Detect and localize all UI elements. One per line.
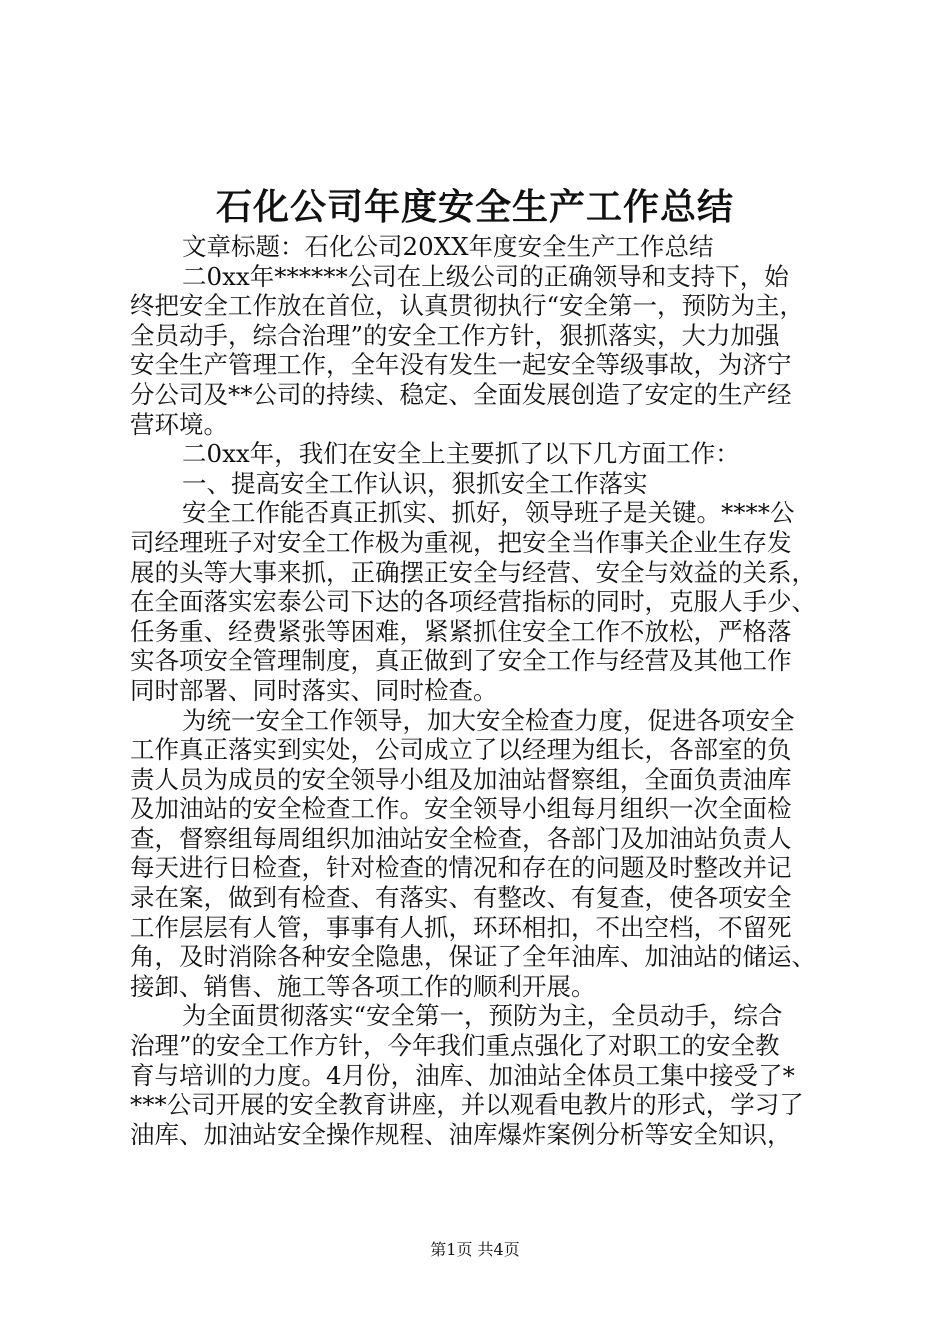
body-line: 终把安全工作放在首位，认真贯彻执行“安全第一，预防为主， [130, 291, 805, 321]
body-line: 工作真正落实到实处，公司成立了以经理为组长，各部室的负 [130, 735, 792, 765]
document-title: 石化公司年度安全生产工作总结 [215, 186, 734, 228]
body-line: 为统一安全工作领导，加大安全检查力度，促进各项安全 [182, 705, 795, 735]
body-line: 二0xx年，我们在安全上主要抓了以下几方面工作： [182, 439, 740, 469]
body-line: 角，及时消除各种安全隐患，保证了全年油库、加油站的储运、 [130, 942, 816, 972]
body-line: 安全生产管理工作，全年没有发生一起安全等级事故，为济宁 [130, 350, 792, 380]
body-line: 营环境。 [130, 409, 228, 439]
body-line: 查，督察组每周组织加油站安全检查，各部门及加油站负责人 [130, 823, 792, 853]
body-line: 全员动手，综合治理”的安全工作方针，狠抓落实，大力加强 [130, 320, 780, 350]
body-line: 育与培训的力度。4月份，油库、加油站全体员工集中接受了* [130, 1060, 795, 1090]
document-body [130, 232, 830, 1149]
section-heading: 一、提高安全工作认识，狠抓安全工作落实 [182, 468, 648, 498]
body-line: 为全面贯彻落实“安全第一，预防为主，全员动手，综合 [182, 1001, 783, 1031]
body-line: 在全面落实宏泰公司下达的各项经营指标的同时，克服人手少、 [130, 587, 816, 617]
body-line: 治理”的安全工作方针，今年我们重点强化了对职工的安全教 [130, 1031, 780, 1061]
body-line: 任务重、经费紧张等困难，紧紧抓住安全工作不放松，严格落 [130, 616, 792, 646]
article-title-line: 文章标题：石化公司20XX年度安全生产工作总结 [182, 232, 714, 261]
body-line: 接卸、销售、施工等各项工作的顺利开展。 [130, 971, 596, 1001]
body-line: ***公司开展的安全教育讲座，并以观看电教片的形式，学习了 [130, 1090, 804, 1120]
body-line: 责人员为成员的安全领导小组及加油站督察组，全面负责油库 [130, 764, 792, 794]
body-line: 及加油站的安全检查工作。安全领导小组每月组织一次全面检 [130, 794, 792, 824]
body-line: 录在案，做到有检查、有落实、有整改、有复查，使各项安全 [130, 883, 792, 913]
page-footer: 第1页 共4页 [430, 1240, 520, 1259]
body-line: 展的头等大事来抓，正确摆正安全与经营、安全与效益的关系， [130, 557, 816, 587]
body-line: 二0xx年******公司在上级公司的正确领导和支持下，始 [182, 261, 789, 291]
body-line: 安全工作能否真正抓实、抓好，领导班子是关键。****公 [182, 498, 795, 528]
body-line: 每天进行日检查，针对检查的情况和存在的问题及时整改并记 [130, 853, 792, 883]
body-line: 同时部署、同时落实、同时检查。 [130, 675, 498, 705]
body-line: 司经理班子对安全工作极为重视，把安全当作事关企业生存发 [130, 527, 792, 557]
body-line: 油库、加油站安全操作规程、油库爆炸案例分析等安全知识， [130, 1119, 792, 1149]
body-line: 分公司及**公司的持续、稳定、全面发展创造了安定的生产经 [130, 379, 792, 409]
body-line: 工作层层有人管，事事有人抓，环环相扣，不出空档，不留死 [130, 912, 792, 942]
body-line: 实各项安全管理制度，真正做到了安全工作与经营及其他工作 [130, 646, 792, 676]
